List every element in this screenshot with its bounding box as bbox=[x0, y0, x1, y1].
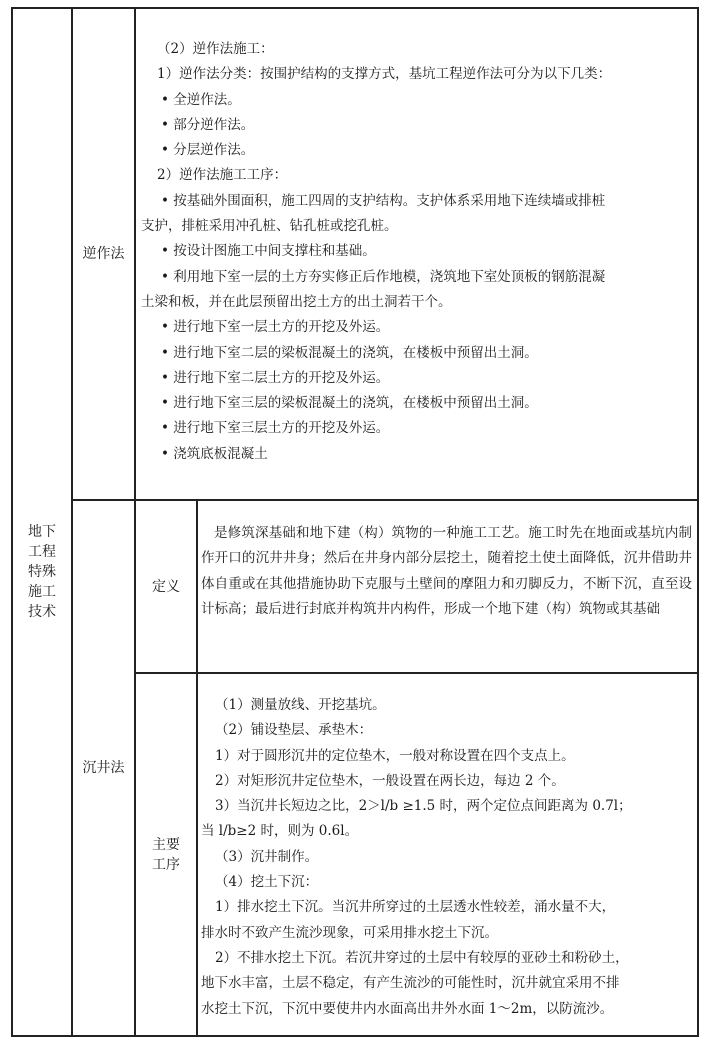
procedure-line: （2）铺设垫层、承垫木： bbox=[215, 722, 373, 739]
reverse-method-line: • 进行地下室三层土方的开挖及外运。 bbox=[161, 420, 390, 437]
reverse-method-line: • 进行地下室二层土方的开挖及外运。 bbox=[161, 369, 390, 386]
procedure-label-line: 工序 bbox=[152, 856, 180, 873]
reverse-method-line: • 部分逆作法。 bbox=[161, 116, 255, 133]
procedure-line: （3）沉井制作。 bbox=[215, 848, 319, 865]
reverse-method-line: • 进行地下室二层的梁板混凝土的浇筑，在楼板中预留出土洞。 bbox=[161, 344, 538, 361]
procedure-line: 1）排水挖土下沉。当沉井所穿过的土层透水性较差，涌水量不大， bbox=[215, 899, 616, 916]
reverse-method-content bbox=[141, 37, 693, 467]
procedure-line: 1）对于圆形沉井的定位垫木，一般对称设置在四个支点上。 bbox=[215, 747, 575, 764]
procedure-line: 2）对矩形沉井定位垫木，一般设置在两长边，每边 2 个。 bbox=[215, 772, 565, 789]
definition-label bbox=[136, 501, 196, 672]
reverse-method-line: 2）逆作法施工工序： bbox=[157, 167, 288, 184]
reverse-method-line: 支护，排桩采用冲孔桩、钻孔桩或挖孔桩。 bbox=[141, 218, 398, 235]
category-char: 技术 bbox=[28, 604, 56, 620]
reverse-method-line: • 分层逆作法。 bbox=[161, 142, 255, 159]
table bbox=[11, 7, 699, 1037]
reverse-method-line: • 全逆作法。 bbox=[161, 91, 241, 108]
table-border-bottom bbox=[11, 1035, 699, 1037]
procedure-line: 水挖土下沉，下沉中要使井内水面高出井外水面 1～2m，以防流沙。 bbox=[201, 1000, 614, 1017]
procedure-line: 当 l/b≥2 时，则为 0.6l。 bbox=[201, 823, 359, 840]
category-cell bbox=[13, 9, 71, 1035]
reverse-method-line: • 利用地下室一层的土方夯实修正后作地模，浇筑地下室处顶板的钢筋混凝 bbox=[161, 268, 606, 285]
reverse-method-line: • 进行地下室三层的梁板混凝土的浇筑，在楼板中预留出土洞。 bbox=[161, 395, 538, 412]
reverse-method-line: 土梁和板，并在此层预留出挖土方的出土洞若干个。 bbox=[141, 293, 452, 310]
procedure-line: 排水时不致产生流沙现象，可采用排水挖土下沉。 bbox=[201, 924, 498, 941]
procedure-line: 地下水丰富，土层不稳定，有产生流沙的可能性时，沉井就宜采用不排 bbox=[201, 975, 620, 992]
category-char: 地下 bbox=[28, 524, 56, 540]
caisson-method-label bbox=[73, 501, 134, 1035]
reverse-method-line: （2）逆作法施工： bbox=[157, 41, 274, 57]
definition-label-text: 定义 bbox=[152, 578, 180, 595]
definition-content bbox=[201, 521, 692, 622]
reverse-method-label-text: 逆作法 bbox=[82, 246, 125, 262]
procedure-line: 2）不排水挖土下沉。若沉井穿过的土层中有较厚的亚砂土和粉砂土， bbox=[215, 949, 629, 966]
reverse-method-line: • 浇筑底板混凝土 bbox=[161, 445, 268, 462]
definition-text: 是修筑深基础和地下建（构）筑物的一种施工工艺。施工时先在地面或基坑内制作开口的沉井井身；然后在井身内部分层挖土，随着挖土使土面降低，沉井借助井体自重或在其他措施协助下克服与土壁间的摩阻力和刃脚反力，不断下沉，直至设计标高；最后进行封底并构筑井内构件，形成一个地下建（构）筑物或其基础 bbox=[201, 525, 692, 617]
procedure-label bbox=[136, 674, 196, 1035]
category-char: 施工 bbox=[28, 584, 56, 600]
column-divider-3 bbox=[196, 499, 198, 1037]
category-char: 特殊 bbox=[28, 564, 56, 580]
reverse-method-line: • 按设计图施工中间支撑柱和基础。 bbox=[161, 243, 376, 260]
caisson-method-label-text: 沉井法 bbox=[82, 760, 125, 776]
reverse-method-line: • 进行地下室一层土方的开挖及外运。 bbox=[161, 319, 390, 336]
reverse-method-line: • 按基础外围面积，施工四周的支护结构。支护体系采用地下连续墙或排桩 bbox=[161, 192, 606, 209]
procedure-line: （1）测量放线、开挖基坑。 bbox=[215, 697, 386, 713]
row-divider-definition-procedure bbox=[134, 672, 699, 674]
procedure-line: 3）当沉井长短边之比，2＞l/b ≥1.5 时，两个定位点间距离为 0.7l； bbox=[215, 798, 632, 815]
procedure-content bbox=[201, 693, 695, 1022]
category-char: 工程 bbox=[28, 544, 56, 560]
table-border-right bbox=[697, 7, 699, 1037]
procedure-line: （4）挖土下沉： bbox=[215, 874, 319, 891]
reverse-method-line: 1）逆作法分类：按围护结构的支撑方式，基坑工程逆作法可分为以下几类： bbox=[157, 66, 612, 83]
procedure-label-line: 主要 bbox=[152, 836, 180, 853]
reverse-method-label bbox=[73, 9, 134, 499]
